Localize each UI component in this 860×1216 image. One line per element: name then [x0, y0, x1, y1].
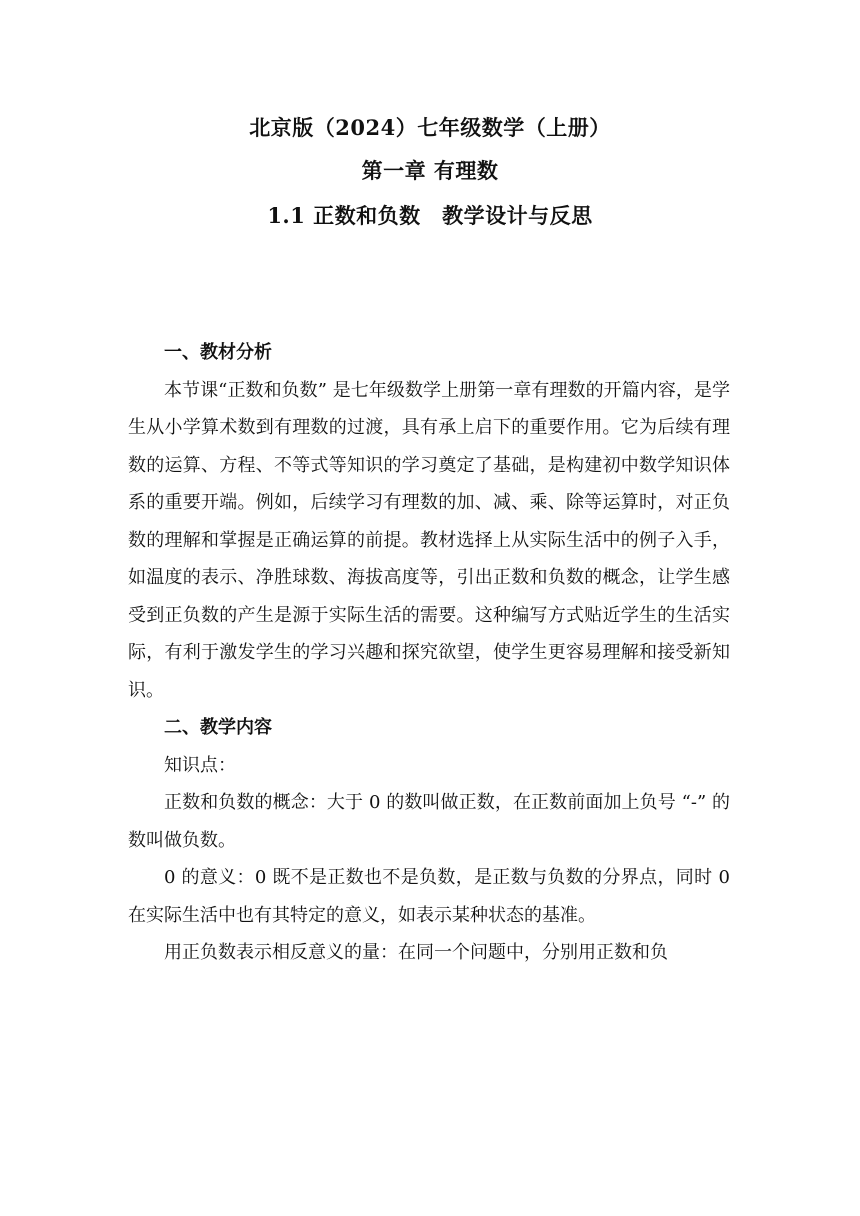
paragraph-opposite-quantities: 用正负数表示相反意义的量：在同一个问题中，分别用正数和负: [164, 942, 668, 963]
section-heading-textbook-analysis: 一、教材分析: [164, 342, 272, 363]
paragraph-textbook-analysis: 本节课“正数和负数” 是七年级数学上册第一章有理数的开篇内容，是学生从小学算术数到有理数的过渡，具有承上启下的重要作用。它为后续有理数的运算、方程、不等式等知识的学习奠定了基础，是构建初中数学知识体系的重要开端。例如，后续学习有理数的加、减、乘、除等运算时，对正负数的理解和掌握是正确运算的前提。教材选择上从实际生活中的例子入手，如温度的表示、净胜球数、海拔高度等，引出正数和负数的概念，让学生感受到正负数的产生是源于实际生活的需要。这种编写方式贴近学生的生活实际，有利于激发学生的学习兴趣和探究欲望，使学生更容易理解和接受新知识。: [128, 379, 730, 701]
document-title: 北京版（2024）七年级数学（上册）: [249, 115, 611, 140]
document-body: [128, 334, 730, 972]
section-heading-teaching-content: 二、教学内容: [164, 717, 272, 738]
paragraph-zero-meaning: 0 的意义：0 既不是正数也不是负数，是正数与负数的分界点，同时 0 在实际生活中也有其特定的意义，如表示某种状态的基准。: [128, 867, 730, 926]
section-title: 1.1 正数和负数 教学设计与反思: [267, 203, 593, 228]
chapter-title: 第一章 有理数: [361, 158, 499, 183]
paragraph-knowledge-points-label: 知识点：: [164, 754, 236, 776]
paragraph-concept-definition: 正数和负数的概念：大于 0 的数叫做正数，在正数前面加上负号 “-” 的数叫做负数。: [128, 792, 730, 851]
